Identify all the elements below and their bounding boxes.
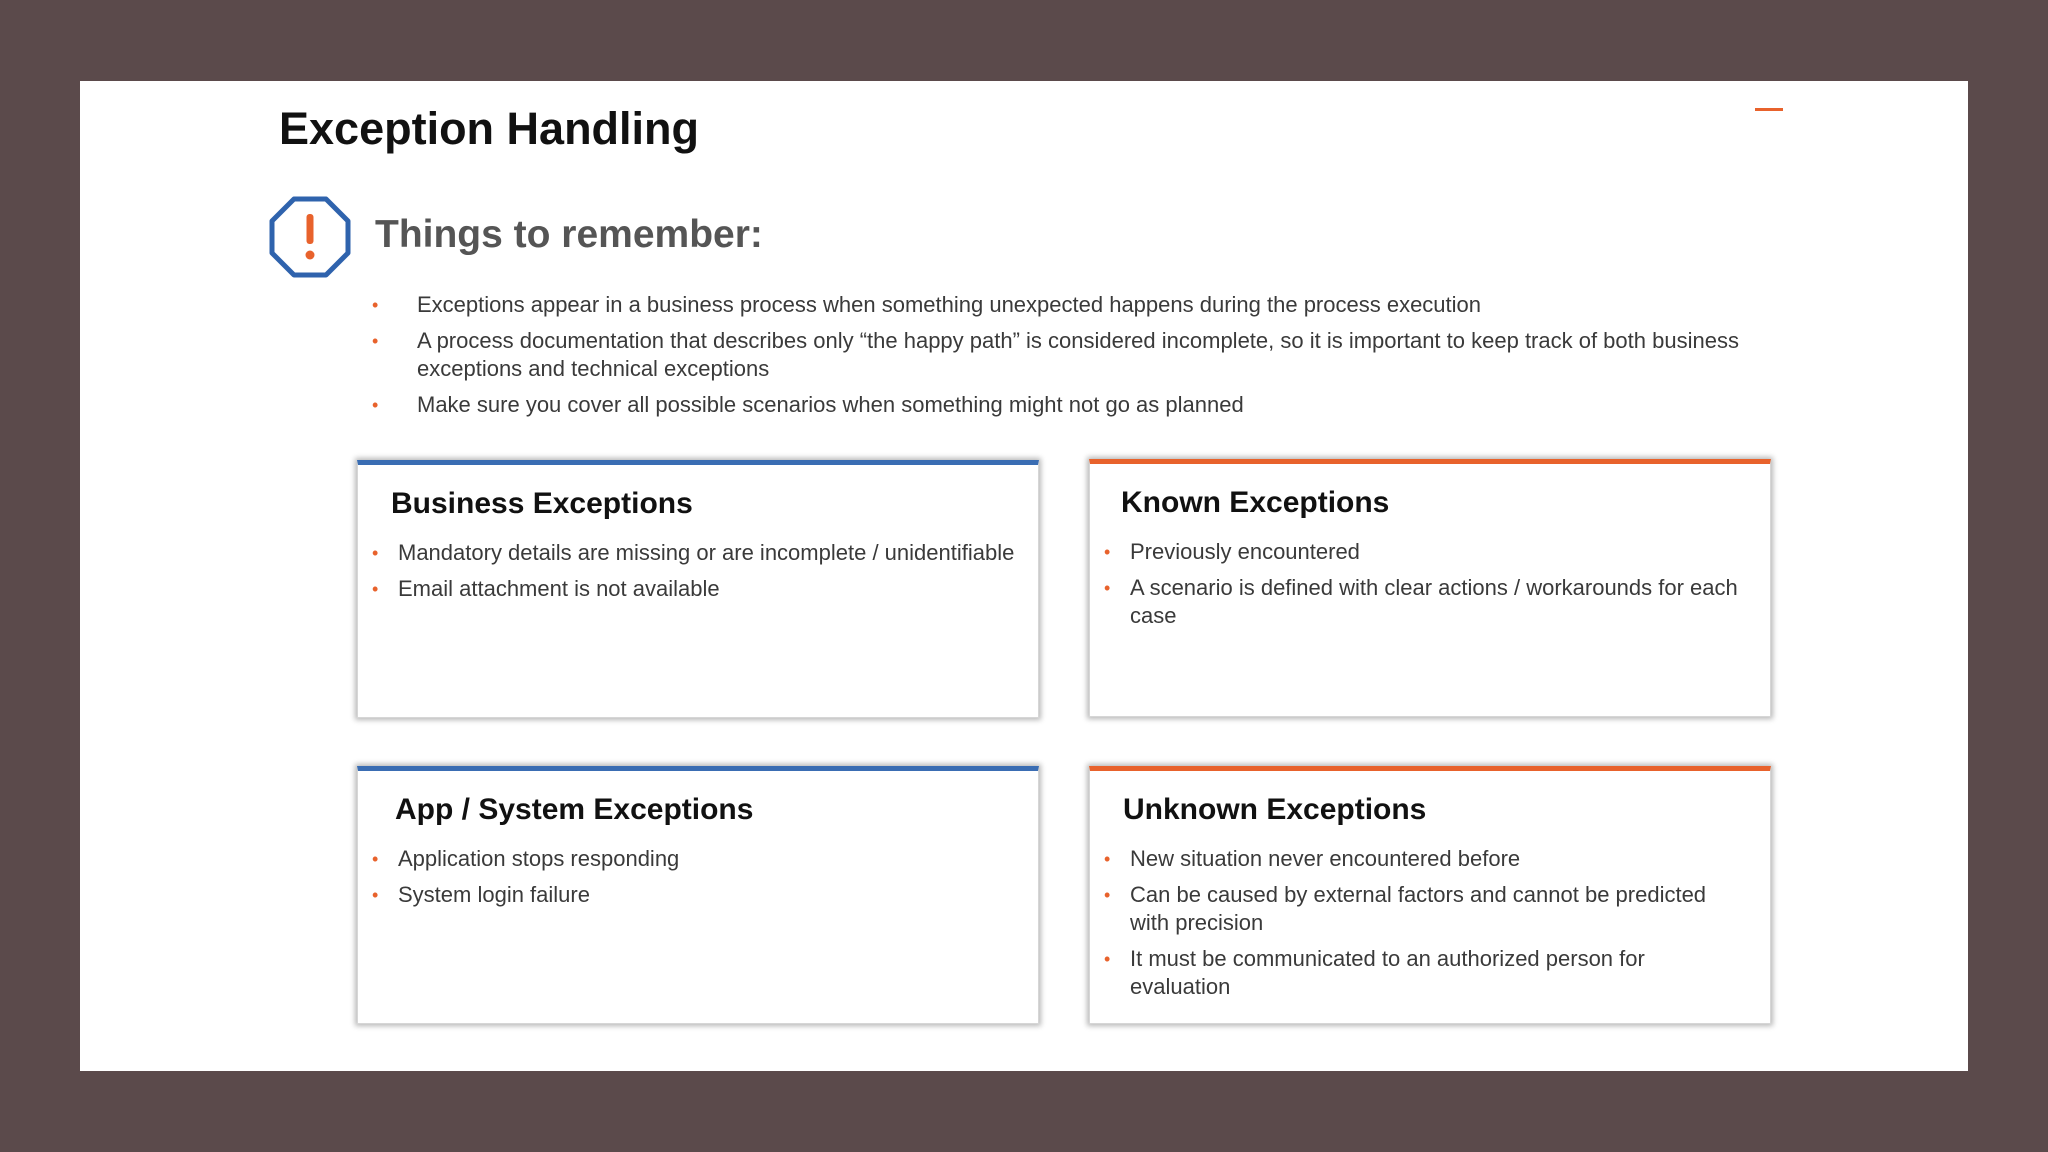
card-business-exceptions <box>357 460 1039 718</box>
intro-bullet <box>370 327 1820 383</box>
card-bullet <box>372 881 1018 909</box>
card-title: App / System Exceptions <box>395 793 754 826</box>
card-bullet <box>1104 574 1750 630</box>
card-unknown-exceptions <box>1089 766 1771 1024</box>
card-bullet-text: It must be communicated to an authorized person for evaluation <box>1130 946 1645 999</box>
bullet-icon: • <box>372 543 379 563</box>
card-known-exceptions <box>1089 459 1771 717</box>
slide <box>80 81 1968 1071</box>
bullet-icon: • <box>372 395 379 415</box>
card-bullet <box>372 845 1018 873</box>
bullet-icon: • <box>1104 949 1111 969</box>
card-bullet-text: Can be caused by external factors and cannot be predicted with precision <box>1130 882 1707 935</box>
bullet-icon: • <box>1104 885 1111 905</box>
card-bullet-list <box>1104 845 1750 1009</box>
exclamation-octagon-icon <box>268 195 352 279</box>
card-bullet-list <box>1104 538 1750 638</box>
card-bullet-text: Previously encountered <box>1130 539 1360 564</box>
card-bullet-text: Email attachment is not available <box>398 576 720 601</box>
card-bullet <box>372 575 1018 603</box>
card-bullet-text: New situation never encountered before <box>1130 846 1521 871</box>
intro-bullet-text: A process documentation that describes only “the happy path” is considered incomplete, so it is important to keep track of both business exceptions and technical exceptions <box>417 328 1739 381</box>
intro-bullet-list <box>370 291 1820 427</box>
card-bullet <box>1104 881 1750 937</box>
bullet-icon: • <box>1104 542 1111 562</box>
card-bullet <box>1104 945 1750 1001</box>
card-app-system-exceptions <box>357 766 1039 1024</box>
accent-dash <box>1755 108 1783 111</box>
card-bullet-list <box>372 539 1018 611</box>
intro-bullet <box>370 391 1820 419</box>
slide-title: Exception Handling <box>279 103 700 154</box>
card-bullet-text: Mandatory details are missing or are incomplete / unidentifiable <box>398 540 1015 565</box>
bullet-icon: • <box>372 295 379 315</box>
intro-bullet-text: Exceptions appear in a business process when something unexpected happens during the process execution <box>417 292 1482 317</box>
bullet-icon: • <box>372 579 379 599</box>
intro-bullet <box>370 291 1820 319</box>
card-title: Unknown Exceptions <box>1123 793 1427 826</box>
bullet-icon: • <box>1104 849 1111 869</box>
bullet-icon: • <box>372 849 379 869</box>
card-bullet <box>1104 538 1750 566</box>
card-bullet-text: Application stops responding <box>398 846 680 871</box>
bullet-icon: • <box>372 331 379 351</box>
card-bullet-text: A scenario is defined with clear actions / workarounds for each case <box>1130 575 1738 628</box>
intro-bullet-text: Make sure you cover all possible scenarios when something might not go as planned <box>417 392 1244 417</box>
card-bullet <box>1104 845 1750 873</box>
bullet-icon: • <box>372 885 379 905</box>
card-title: Business Exceptions <box>391 487 693 520</box>
card-bullet <box>372 539 1018 567</box>
card-title: Known Exceptions <box>1121 486 1390 519</box>
card-bullet-list <box>372 845 1018 917</box>
card-bullet-text: System login failure <box>398 882 590 907</box>
subtitle: Things to remember: <box>375 213 763 256</box>
bullet-icon: • <box>1104 578 1111 598</box>
